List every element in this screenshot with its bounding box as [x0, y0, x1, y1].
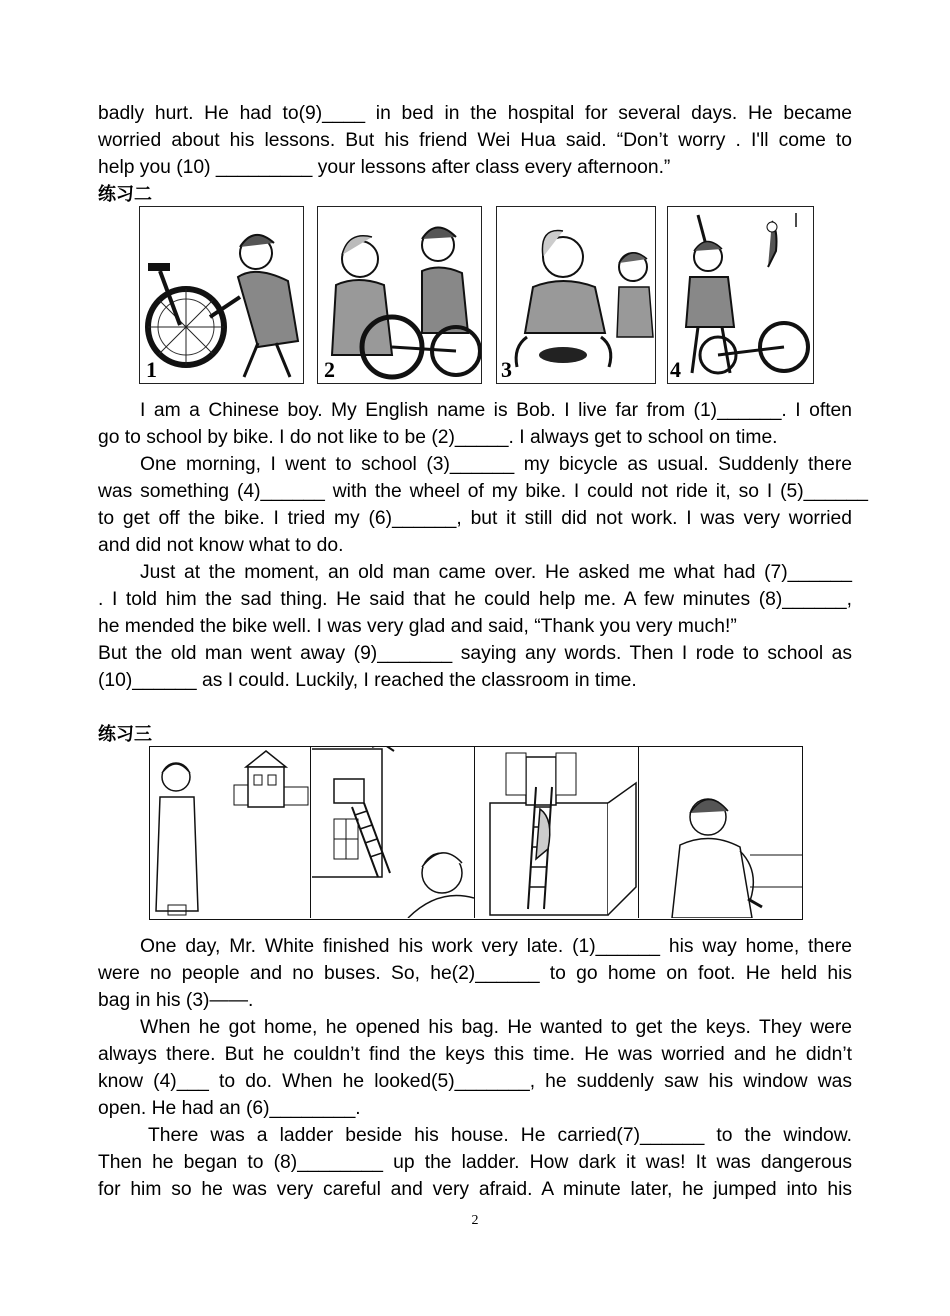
panel-number: 2 [324, 357, 335, 382]
text-line: worried about his lessons. But his friend Wei Hua said. “Don’t worry . I'll come to [98, 130, 852, 151]
text-line: to get off the bike. I tried my (6)______, but it still did not work. I was very worried [98, 508, 852, 529]
picture-panel-4 [640, 747, 802, 918]
text-line: he mended the bike well. I was very glad and said, “Thank you very much!” [98, 616, 737, 637]
text-line: go to school by bike. I do not like to be (2)_____. I always get to school on time. [98, 427, 778, 448]
exercise3-picture-strip [149, 746, 803, 920]
text-line: . I told him the sad thing. He said that he could help me. A few minutes (8)______, [98, 589, 852, 610]
text-line: I am a Chinese boy. My English name is Bob. I live far from (1)______. I often [140, 400, 852, 421]
page-number: 2 [471, 1213, 479, 1228]
picture-panel-4 [667, 206, 814, 384]
picture-panel-3 [496, 206, 656, 384]
text-line: know (4)___ to do. When he looked(5)_______, he suddenly saw his window was [98, 1071, 852, 1092]
exercise3-heading: 练习三 [98, 724, 152, 745]
text-line: Then he began to (8)________ up the ladder. How dark it was! It was dangerous [98, 1152, 852, 1173]
panel-number: 3 [501, 357, 512, 382]
text-line: were no people and no buses. So, he(2)______ to go home on foot. He held his [98, 963, 852, 984]
text-line: There was a ladder beside his house. He carried(7)______ to the window. [148, 1125, 852, 1146]
text-line: badly hurt. He had to(9)____ in bed in the hospital for several days. He became [98, 103, 852, 124]
picture-panel-1 [150, 747, 311, 918]
text-line: always there. But he couldn’t find the keys this time. He was worried and he didn’t [98, 1044, 852, 1065]
panel-number: 1 [146, 357, 157, 382]
text-line: One morning, I went to school (3)______ my bicycle as usual. Suddenly there [140, 454, 852, 475]
panel-number: 4 [670, 357, 681, 382]
text-line: But the old man went away (9)_______ saying any words. Then I rode to school as [98, 643, 852, 664]
document-page [98, 100, 852, 208]
blank-line [98, 694, 852, 721]
picture-panel-3 [476, 747, 639, 918]
text-line: open. He had an (6)________. [98, 1098, 361, 1119]
text-line: bag in his (3)——. [98, 990, 254, 1011]
text-line: One day, Mr. White finished his work very late. (1)______ his way home, there [140, 936, 852, 957]
text-line: Just at the moment, an old man came over. He asked me what had (7)______ [140, 562, 852, 583]
picture-panel-2 [317, 206, 482, 384]
picture-panel-2 [312, 747, 475, 918]
exercise2-heading: 练习二 [98, 184, 152, 205]
exercise2-picture-strip [139, 206, 813, 384]
text-line: (10)______ as I could. Luckily, I reached the classroom in time. [98, 670, 637, 691]
picture-panel-1 [139, 206, 304, 384]
exercise3-text [98, 933, 852, 1203]
text-line: When he got home, he opened his bag. He wanted to get the keys. They were [140, 1017, 852, 1038]
text-line: help you (10) _________ your lessons after class every afternoon.” [98, 157, 671, 178]
text-line: and did not know what to do. [98, 535, 344, 556]
text-line: for him so he was very careful and very afraid. A minute later, he jumped into his [98, 1179, 852, 1200]
exercise2-text [98, 397, 868, 748]
text-line: was something (4)______ with the wheel of my bike. I could not ride it, so I (5)______ [98, 481, 868, 502]
